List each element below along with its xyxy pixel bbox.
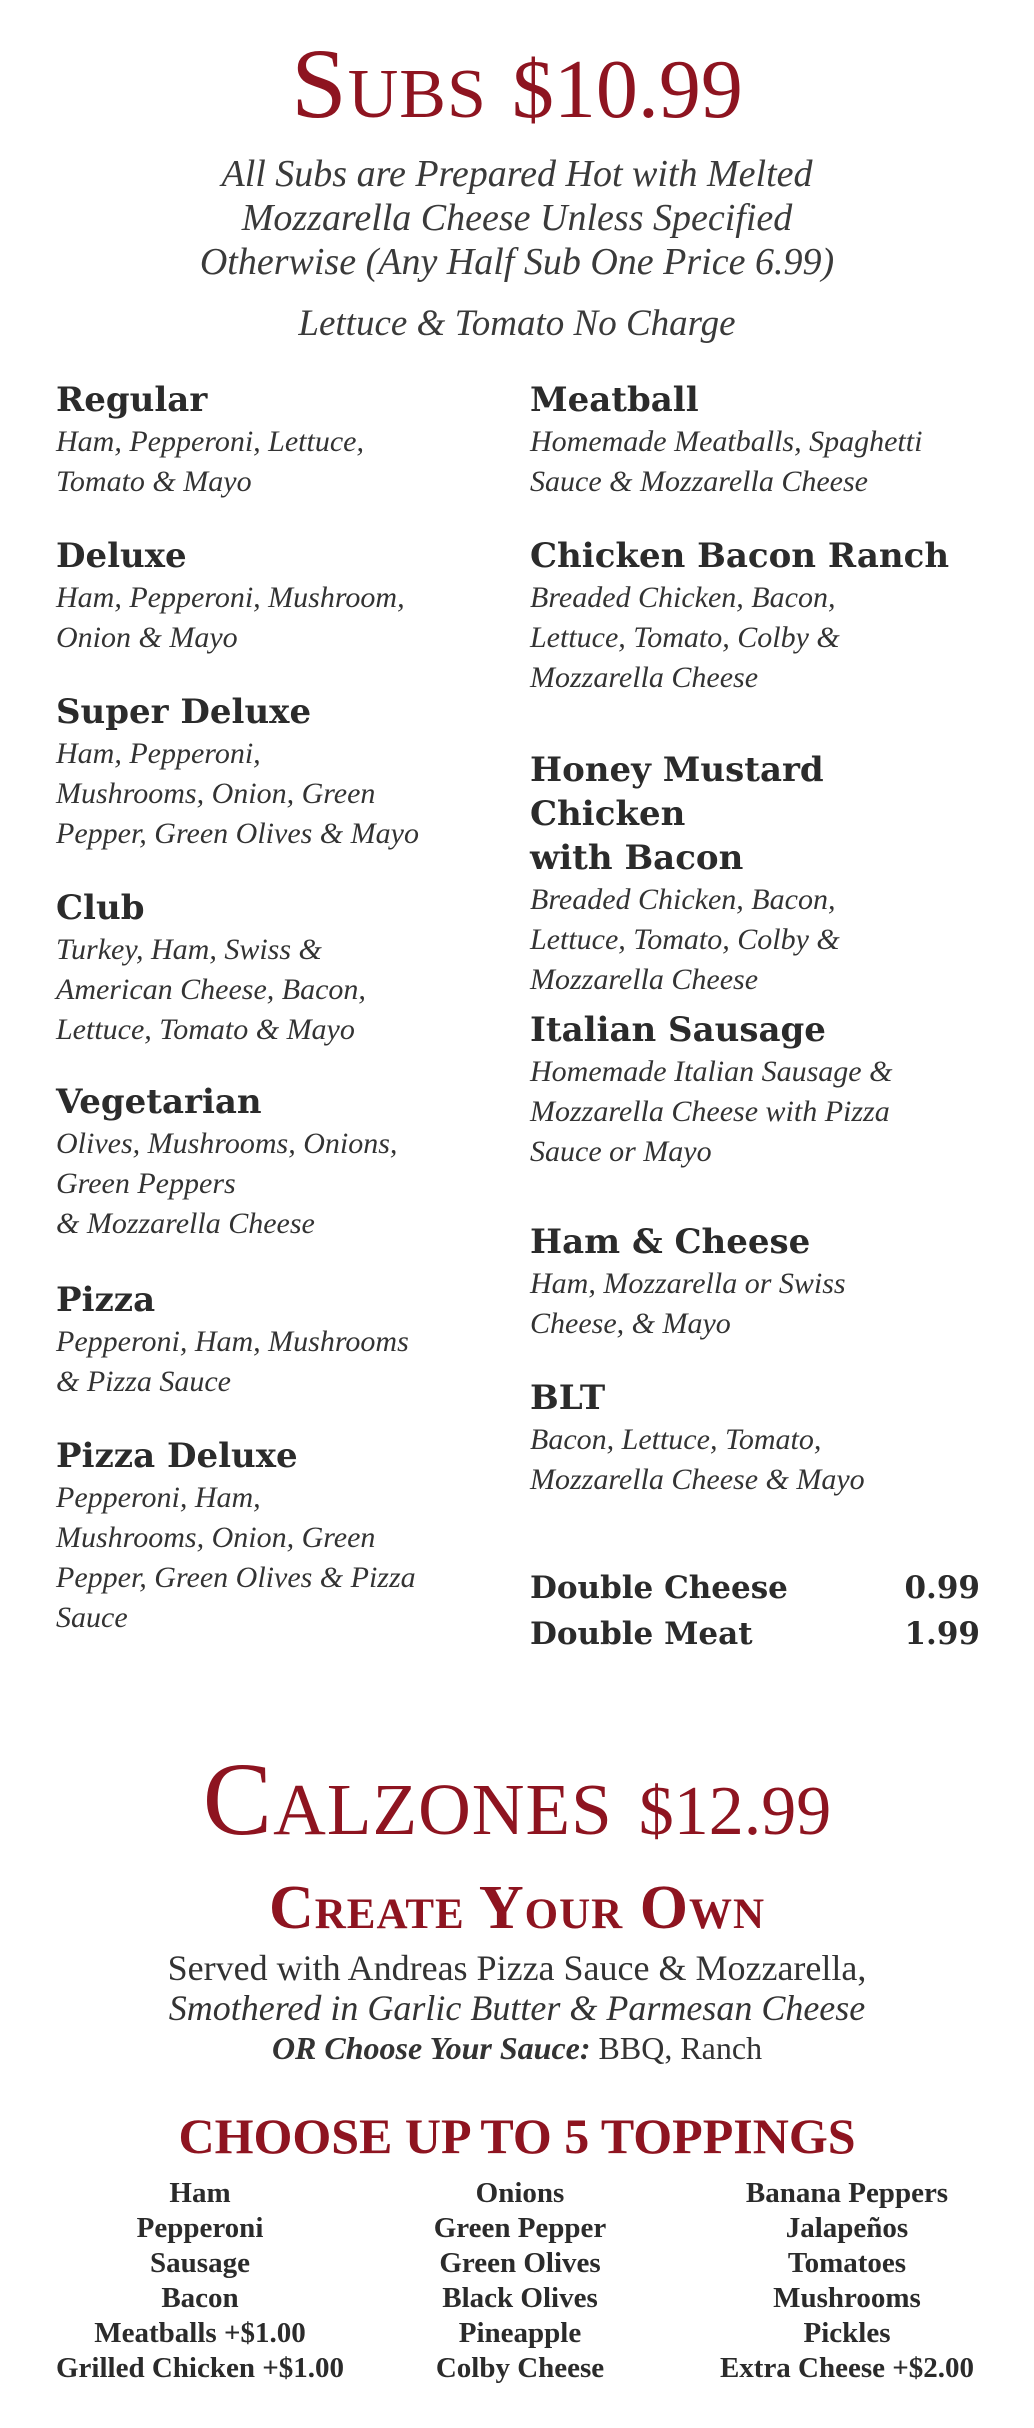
menu-item-super-deluxe	[56, 690, 476, 854]
sauce-label: OR Choose Your Sauce:	[271, 2030, 591, 2066]
extra-name: Double Meat	[530, 1616, 753, 1652]
extra-double-meat	[530, 1612, 980, 1656]
menu-item-name: Pizza Deluxe	[56, 1436, 298, 1476]
calzones-heading-price: $12.99	[638, 1773, 832, 1850]
topping-item: Jalapeños	[785, 2212, 909, 2244]
menu-item-name: Ham & Cheese	[530, 1222, 811, 1262]
menu-item-desc: Mushrooms, Onion, Green	[56, 1521, 376, 1554]
extra-name: Double Cheese	[530, 1570, 788, 1606]
menu-item-club	[56, 886, 476, 1050]
topping-item: Green Olives	[439, 2247, 601, 2279]
menu-item-desc: Mozzarella Cheese with Pizza	[530, 1095, 890, 1128]
menu-item-desc: Homemade Italian Sausage &	[530, 1055, 893, 1088]
menu-item-meatball	[530, 378, 990, 502]
menu-item-desc: American Cheese, Bacon,	[56, 973, 366, 1006]
topping-item: Pineapple	[458, 2317, 582, 2349]
subs-heading-price: $10.99	[511, 43, 743, 136]
menu-item-desc: Sauce	[56, 1601, 128, 1634]
calzones-heading	[0, 1740, 1034, 1872]
menu-item-desc: Sauce & Mozzarella Cheese	[530, 465, 868, 498]
menu-item-name: Club	[56, 888, 145, 928]
menu-item-name: BLT	[530, 1378, 606, 1418]
topping-item: Banana Peppers	[745, 2177, 949, 2209]
menu-item-regular	[56, 378, 476, 502]
sauce-options: BBQ, Ranch	[598, 2030, 763, 2066]
toppings-heading: CHOOSE UP TO 5 TOPPINGS	[178, 2108, 856, 2164]
topping-item: Grilled Chicken +$1.00	[55, 2352, 344, 2384]
menu-item-desc: Pepperoni, Ham,	[56, 1481, 261, 1514]
menu-item-name: Meatball	[530, 380, 699, 420]
subs-description-line: Mozzarella Cheese Unless Specified	[241, 197, 793, 239]
menu-item-desc: Lettuce, Tomato, Colby &	[530, 923, 840, 956]
menu-item-name: Deluxe	[56, 536, 187, 576]
menu-item-desc: Homemade Meatballs, Spaghetti	[530, 425, 923, 458]
calzones-description	[60, 1948, 974, 2068]
topping-item: Pepperoni	[136, 2212, 264, 2244]
menu-item-desc: & Mozzarella Cheese	[56, 1207, 315, 1240]
topping-item: Onions	[475, 2177, 565, 2209]
menu-item-desc: Lettuce, Tomato, Colby &	[530, 621, 840, 654]
menu-item-desc: Lettuce, Tomato & Mayo	[56, 1013, 355, 1046]
menu-item-desc: Pepperoni, Ham, Mushrooms	[56, 1325, 409, 1358]
menu-item-desc: Olives, Mushrooms, Onions,	[56, 1127, 398, 1160]
calzones-sauce-line	[60, 2028, 974, 2068]
calzones-heading-word: Calzones	[202, 1742, 613, 1857]
topping-item: Mushrooms	[773, 2282, 921, 2314]
extra-price: 0.99	[904, 1570, 980, 1606]
menu-item-desc: Mozzarella Cheese	[530, 963, 759, 996]
menu-item-name: Regular	[56, 380, 208, 420]
calzones-description-line: Smothered in Garlic Butter & Parmesan Cheese	[168, 1988, 866, 2028]
menu-item-desc: Mushrooms, Onion, Green	[56, 777, 376, 810]
toppings-column-2	[370, 2176, 670, 2386]
topping-item: Ham	[169, 2177, 231, 2209]
menu-item-honey-mustard-chicken	[530, 748, 990, 1000]
menu-item-name-continued: with Bacon	[530, 838, 744, 878]
menu-item-italian-sausage	[530, 1008, 990, 1172]
topping-item: Meatballs +$1.00	[94, 2317, 306, 2349]
menu-item-desc: Ham, Pepperoni,	[56, 737, 261, 770]
extra-double-cheese	[530, 1566, 980, 1610]
menu-item-name: Vegetarian	[56, 1082, 262, 1122]
subs-heading-word: Subs	[291, 28, 487, 139]
topping-item: Green Pepper	[433, 2212, 607, 2244]
toppings-column-3	[680, 2176, 1014, 2386]
menu-item-desc: Onion & Mayo	[56, 621, 238, 654]
menu-item-name: Pizza	[56, 1280, 156, 1320]
subs-description-line: All Subs are Prepared Hot with Melted	[221, 153, 813, 195]
subs-heading	[0, 24, 1034, 150]
menu-item-desc: Cheese, & Mayo	[530, 1307, 731, 1340]
subs-note: Lettuce & Tomato No Charge	[298, 303, 736, 344]
menu-item-desc: Ham, Mozzarella or Swiss	[530, 1267, 846, 1300]
menu-item-pizza-deluxe	[56, 1434, 476, 1638]
menu-item-desc: Turkey, Ham, Swiss &	[56, 933, 322, 966]
toppings-column-1	[30, 2176, 370, 2386]
menu-item-blt	[530, 1376, 990, 1500]
calzones-subtitle: Create Your Own	[268, 1874, 766, 1942]
menu-item-ham-and-cheese	[530, 1220, 990, 1344]
topping-item: Black Olives	[442, 2282, 598, 2314]
menu-item-desc: Mozzarella Cheese & Mayo	[530, 1463, 865, 1496]
menu-item-desc: Pepper, Green Olives & Mayo	[56, 817, 419, 850]
menu-item-desc: Ham, Pepperoni, Lettuce,	[56, 425, 364, 458]
menu-item-name: Super Deluxe	[56, 692, 312, 732]
menu-item-name: Italian Sausage	[530, 1010, 826, 1050]
menu-item-desc: Sauce or Mayo	[530, 1135, 712, 1168]
subs-description	[140, 152, 894, 284]
menu-item-pizza	[56, 1278, 476, 1402]
menu-item-desc: Bacon, Lettuce, Tomato,	[530, 1423, 822, 1456]
menu-item-name: Chicken Bacon Ranch	[530, 536, 950, 576]
menu-item-desc: Ham, Pepperoni, Mushroom,	[56, 581, 405, 614]
menu-item-desc: Pepper, Green Olives & Pizza	[56, 1561, 416, 1594]
topping-item: Extra Cheese +$2.00	[719, 2352, 975, 2384]
topping-item: Tomatoes	[787, 2247, 907, 2279]
subs-description-line: Otherwise (Any Half Sub One Price 6.99)	[199, 241, 835, 283]
topping-item: Sausage	[150, 2247, 250, 2279]
menu-item-desc: Tomato & Mayo	[56, 465, 252, 498]
menu-item-name: Honey Mustard Chicken	[530, 750, 824, 834]
calzones-description-line: Served with Andreas Pizza Sauce & Mozzarella,	[167, 1948, 867, 1988]
menu-item-desc: & Pizza Sauce	[56, 1365, 231, 1398]
menu-item-vegetarian	[56, 1080, 476, 1244]
menu-item-desc: Breaded Chicken, Bacon,	[530, 581, 836, 614]
menu-item-desc: Breaded Chicken, Bacon,	[530, 883, 836, 916]
topping-item: Pickles	[803, 2317, 891, 2349]
menu-item-chicken-bacon-ranch	[530, 534, 990, 698]
menu-item-desc: Mozzarella Cheese	[530, 661, 759, 694]
extra-price: 1.99	[904, 1616, 980, 1652]
menu-item-deluxe	[56, 534, 476, 658]
topping-item: Bacon	[161, 2282, 239, 2314]
menu-item-desc: Green Peppers	[56, 1167, 236, 1200]
topping-item: Colby Cheese	[435, 2352, 605, 2384]
